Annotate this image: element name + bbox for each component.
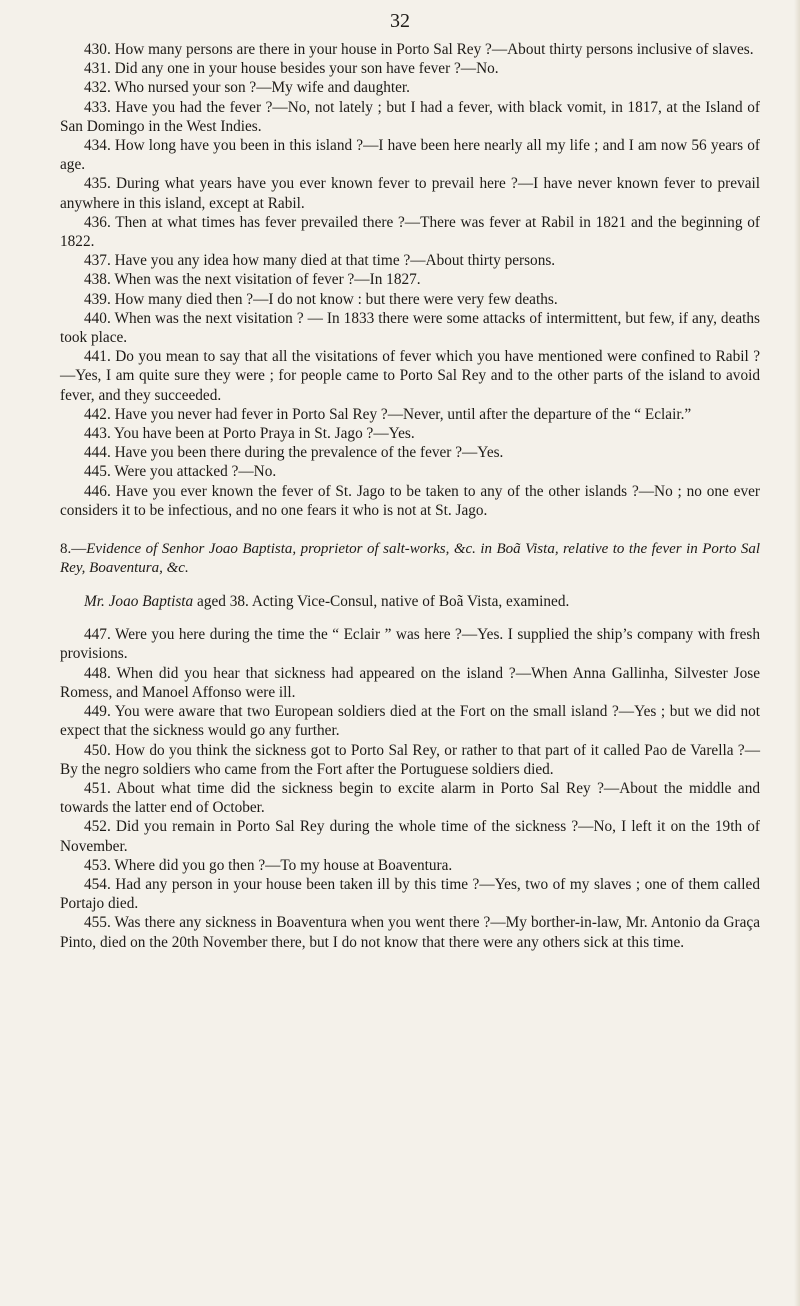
qa-paragraph: 452. Did you remain in Porto Sal Rey during the whole time of the sickness ?—No, I left it on the 19th of November. <box>60 818 760 855</box>
witness-description: aged 38. Acting Vice-Consul, native of Boã Vista, examined. <box>193 593 570 611</box>
qa-paragraph: 454. Had any person in your house been taken ill by this time ?—Yes, two of my slaves ; one of them called Portajo died. <box>60 875 760 913</box>
section-spacer <box>60 520 760 540</box>
qa-paragraph: 436. Then at what times has fever prevailed there ?—There was fever at Rabil in 1821 and the beginning of 1822. <box>60 213 760 251</box>
qa-paragraph: 434. How long have you been in this island ?—I have been here nearly all my life ; and I am now 56 years of age. <box>60 137 760 174</box>
qa-paragraph: 438. When was the next visitation of fever ?—In 1827. <box>84 271 421 289</box>
qa-paragraph: 455. Was there any sickness in Boaventura when you went there ?—My borther-in-law, Mr. Antonio da Graça Pinto, died on the 20th November there, but I do not know that there were any others sick at this time. <box>60 914 760 951</box>
witness-intro <box>60 592 760 611</box>
qa-paragraph: 432. Who nursed your son ?—My wife and daughter. <box>84 79 410 97</box>
qa-paragraph: 433. Have you had the fever ?—No, not lately ; but I had a fever, with black vomit, in 1817, at the Island of San Domingo in the West Indies. <box>60 98 760 135</box>
qa-paragraph: 450. How do you think the sickness got to Porto Sal Rey, or rather to that part of it called Pao de Varella ?—By the negro soldiers who came from the Fort after the Portuguese soldiers died. <box>60 741 760 778</box>
qa-paragraph: 435. During what years have you ever known fever to prevail here ?—I have never known fever to prevail anywhere in this island, except at Rabil. <box>60 175 760 212</box>
section-spacer <box>60 611 760 625</box>
section-title: Evidence of Senhor Joao Baptista, proprietor of salt-works, &c. in Boã Vista, relative to the fever in Porto Sal Rey, Boaventura, &c. <box>60 541 760 577</box>
qa-paragraph: 444. Have you been there during the prevalence of the fever ?—Yes. <box>84 444 504 462</box>
qa-paragraph: 443. You have been at Porto Praya in St. Jago ?—Yes. <box>84 425 415 443</box>
section-spacer <box>60 578 760 592</box>
qa-paragraph: 448. When did you hear that sickness had appeared on the island ?—When Anna Gallinha, Silvester Jose Romess, and Manoel Affonso were ill. <box>60 664 760 701</box>
qa-paragraph: 445. Were you attacked ?—No. <box>84 463 277 481</box>
qa-paragraph: 442. Have you never had fever in Porto Sal Rey ?—Never, until after the departure of the “ Eclair.” <box>84 405 692 423</box>
witness-name: Mr. Joao Baptista <box>84 593 194 611</box>
qa-paragraph: 430. How many persons are there in your house in Porto Sal Rey ?—About thirty persons inclusive of slaves. <box>84 41 754 58</box>
qa-paragraph: 437. Have you any idea how many died at that time ?—About thirty persons. <box>84 252 556 270</box>
section-number: 8.— <box>60 541 87 558</box>
section-heading <box>60 540 760 578</box>
page-edge-shadow <box>794 0 800 1306</box>
qa-paragraph: 441. Do you mean to say that all the visitations of fever which you have mentioned were confined to Rabil ?—Yes, I am quite sure they were ; for people came to Porto Sal Rey and to the other parts of the island to avoid fever, and they succeeded. <box>60 348 760 404</box>
qa-paragraph: 447. Were you here during the time the “ Eclair ” was here ?—Yes. I supplied the ship’s company with fresh provisions. <box>60 626 760 663</box>
qa-paragraph: 431. Did any one in your house besides your son have fever ?—No. <box>84 60 499 78</box>
qa-paragraph: 446. Have you ever known the fever of St. Jago to be taken to any of the other islands ?—No ; no one ever considers it to be infectious, and no one fears it who is not at St. Jago. <box>60 482 760 519</box>
page-body <box>60 40 760 952</box>
qa-paragraph: 449. You were aware that two European soldiers died at the Fort on the small island ?—Yes ; but we did not expect that the sickness would go any further. <box>60 703 760 740</box>
qa-paragraph: 440. When was the next visitation ? — In 1833 there were some attacks of intermittent, but few, if any, deaths took place. <box>60 309 760 347</box>
qa-paragraph: 439. How many died then ?—I do not know : but there were very few deaths. <box>84 290 558 308</box>
page-number: 32 <box>390 10 410 32</box>
qa-paragraph: 453. Where did you go then ?—To my house at Boaventura. <box>84 856 453 874</box>
qa-paragraph: 451. About what time did the sickness begin to excite alarm in Porto Sal Rey ?—About the middle and towards the latter end of October. <box>60 779 760 817</box>
